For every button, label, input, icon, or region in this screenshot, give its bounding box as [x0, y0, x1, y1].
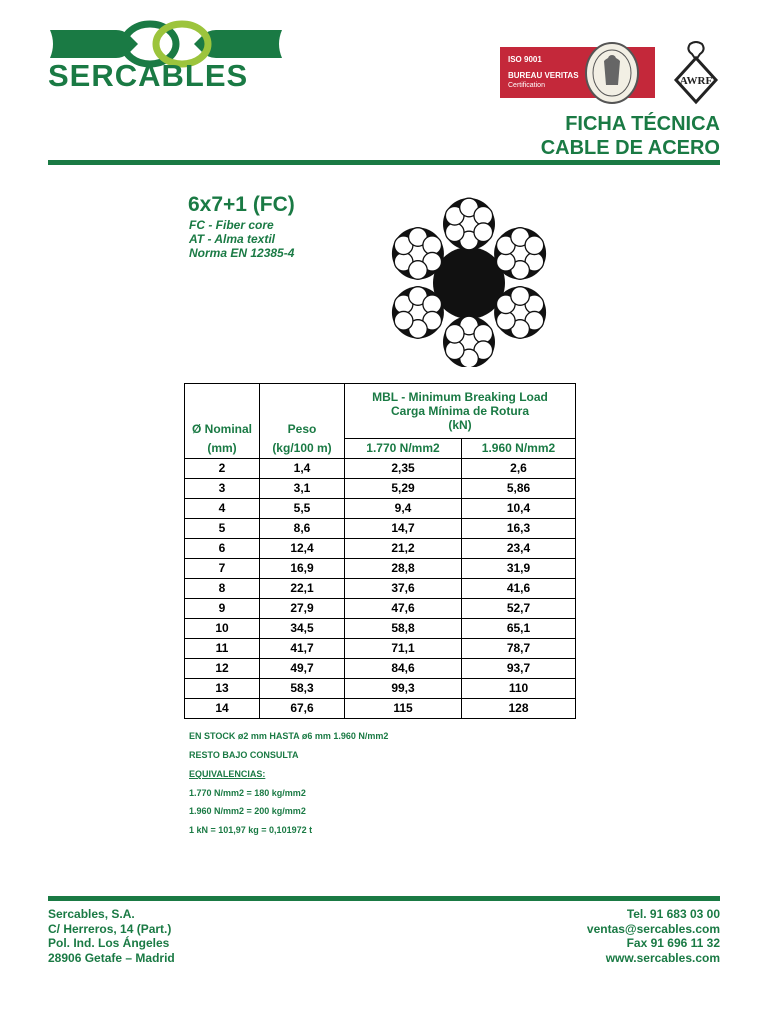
weight-cell: 12,4 — [260, 538, 345, 558]
header-mbl-line3: (kN) — [448, 417, 472, 432]
wire — [445, 223, 464, 242]
table-row — [185, 578, 576, 598]
mbl-1960-cell: 78,7 — [462, 638, 576, 658]
fiber-core — [433, 247, 505, 319]
weight-cell: 1,4 — [260, 458, 345, 478]
nominal-cell: 3 — [185, 478, 260, 498]
equivalence-kn: 1 kN = 101,97 kg = 0,101972 t — [189, 825, 313, 835]
logo-wordmark: SERCABLES — [48, 58, 249, 93]
weight-cell: 41,7 — [260, 638, 345, 658]
table-row — [185, 458, 576, 478]
table-row — [185, 558, 576, 578]
nominal-cell: 6 — [185, 538, 260, 558]
mbl-1770-cell: 37,6 — [345, 578, 462, 598]
wire — [445, 341, 464, 360]
product-title: 6x7+1 (FC) — [188, 193, 295, 216]
header-nominal: Ø Nominal — [185, 384, 260, 439]
wire — [394, 311, 413, 330]
mbl-1770-cell: 5,29 — [345, 478, 462, 498]
wire — [474, 223, 493, 242]
rope-cross-section-diagram — [385, 197, 553, 367]
header-1960: 1.960 N/mm2 — [462, 438, 576, 458]
nominal-cell: 7 — [185, 558, 260, 578]
mbl-1770-cell: 99,3 — [345, 678, 462, 698]
equivalences-heading: EQUIVALENCIAS: — [189, 769, 266, 779]
street-address: C/ Herreros, 14 (Part.) — [48, 921, 172, 936]
nominal-cell: 2 — [185, 458, 260, 478]
sales-email-link[interactable]: ventas@sercables.com — [586, 921, 720, 936]
industrial-estate: Pol. Ind. Los Ángeles — [48, 936, 170, 950]
header-weight: Peso — [260, 384, 345, 439]
stock-note: EN STOCK ø2 mm HASTA ø6 mm 1.960 N/mm2 — [189, 731, 389, 741]
wire — [409, 261, 428, 280]
footer-divider — [48, 896, 720, 901]
table-row — [185, 658, 576, 678]
fax-number: Fax 91 696 11 32 — [626, 936, 720, 950]
certification-label: Certification — [508, 82, 545, 89]
mbl-1770-cell: 115 — [345, 698, 462, 718]
header-mbl-line2: Carga Mínima de Rotura — [390, 403, 530, 418]
mbl-1960-cell: 110 — [462, 678, 576, 698]
wire — [474, 324, 493, 343]
table-row — [185, 638, 576, 658]
mbl-1960-cell: 10,4 — [462, 498, 576, 518]
nominal-cell: 8 — [185, 578, 260, 598]
nominal-cell: 4 — [185, 498, 260, 518]
nominal-cell: 11 — [185, 638, 260, 658]
rest-note: RESTO BAJO CONSULTA — [189, 750, 299, 760]
website-link[interactable]: www.sercables.com — [605, 950, 720, 965]
bureau-label: BUREAU VERITAS — [508, 71, 579, 80]
weight-cell: 49,7 — [260, 658, 345, 678]
weight-cell: 34,5 — [260, 618, 345, 638]
nominal-cell: 13 — [185, 678, 260, 698]
header-divider — [48, 160, 720, 165]
weight-cell: 16,9 — [260, 558, 345, 578]
mbl-1960-cell: 5,86 — [462, 478, 576, 498]
mbl-1770-cell: 9,4 — [345, 498, 462, 518]
weight-cell: 27,9 — [260, 598, 345, 618]
nominal-cell: 14 — [185, 698, 260, 718]
mbl-1960-cell: 31,9 — [462, 558, 576, 578]
wire — [445, 324, 464, 343]
mbl-1960-cell: 23,4 — [462, 538, 576, 558]
mbl-1770-cell: 28,8 — [345, 558, 462, 578]
company-name: Sercables, S.A. — [48, 907, 135, 921]
header-mbl — [345, 384, 576, 439]
product-line-at: AT - Alma textil — [189, 232, 276, 246]
mbl-1770-cell: 84,6 — [345, 658, 462, 678]
mbl-1960-cell: 2,6 — [462, 458, 576, 478]
wire — [511, 287, 530, 306]
table-row — [185, 538, 576, 558]
nominal-cell: 12 — [185, 658, 260, 678]
wire — [423, 236, 442, 255]
mbl-1770-cell: 58,8 — [345, 618, 462, 638]
wire — [474, 206, 493, 225]
mbl-1960-cell: 65,1 — [462, 618, 576, 638]
mbl-1960-cell: 93,7 — [462, 658, 576, 678]
mbl-1770-cell: 2,35 — [345, 458, 462, 478]
bureau-veritas-seal — [584, 41, 640, 105]
header-mbl-line1: MBL - Minimum Breaking Load — [372, 389, 548, 404]
weight-cell: 67,6 — [260, 698, 345, 718]
postal-city: 28906 Getafe – Madrid — [48, 950, 175, 965]
nominal-cell: 5 — [185, 518, 260, 538]
equivalence-1770: 1.770 N/mm2 = 180 kg/mm2 — [189, 788, 306, 798]
product-line-norm: Norma EN 12385-4 — [189, 246, 295, 260]
header-weight-unit: (kg/100 m) — [260, 438, 345, 458]
header-1770: 1.770 N/mm2 — [345, 438, 462, 458]
mbl-1770-cell: 14,7 — [345, 518, 462, 538]
specifications-table — [184, 383, 576, 719]
mbl-1960-cell: 128 — [462, 698, 576, 718]
table-row — [185, 498, 576, 518]
mbl-1960-cell: 16,3 — [462, 518, 576, 538]
product-line-fc: FC - Fiber core — [189, 218, 274, 232]
weight-cell: 8,6 — [260, 518, 345, 538]
nominal-cell: 10 — [185, 618, 260, 638]
footer-contact — [587, 907, 720, 965]
wire — [497, 252, 516, 271]
mbl-1960-cell: 41,6 — [462, 578, 576, 598]
wire — [497, 311, 516, 330]
table-row — [185, 518, 576, 538]
awrf-logo — [670, 40, 722, 106]
iso-label: ISO 9001 — [508, 55, 542, 64]
mbl-1770-cell: 21,2 — [345, 538, 462, 558]
mbl-1770-cell: 71,1 — [345, 638, 462, 658]
doc-title-line1: FICHA TÉCNICA — [565, 113, 720, 135]
equivalence-1960: 1.960 N/mm2 = 200 kg/mm2 — [189, 806, 306, 816]
table-row — [185, 678, 576, 698]
mbl-1770-cell: 47,6 — [345, 598, 462, 618]
phone-number: Tel. 91 683 03 00 — [626, 907, 720, 921]
nominal-cell: 9 — [185, 598, 260, 618]
wire — [423, 295, 442, 314]
table-row — [185, 698, 576, 718]
header-nominal-unit: (mm) — [185, 438, 260, 458]
table-row — [185, 478, 576, 498]
table-row — [185, 618, 576, 638]
table-row — [185, 598, 576, 618]
weight-cell: 3,1 — [260, 478, 345, 498]
weight-cell: 22,1 — [260, 578, 345, 598]
weight-cell: 5,5 — [260, 498, 345, 518]
weight-cell: 58,3 — [260, 678, 345, 698]
awrf-wordmark: AWRF — [679, 75, 713, 87]
footer-address — [48, 907, 175, 965]
doc-title-line2: CABLE DE ACERO — [540, 137, 720, 159]
mbl-1960-cell: 52,7 — [462, 598, 576, 618]
wire — [525, 236, 544, 255]
